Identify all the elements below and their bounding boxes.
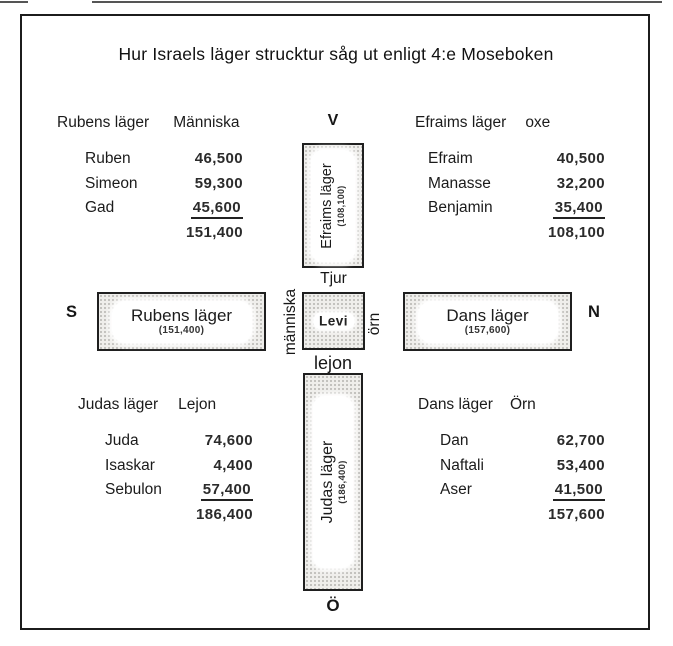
tribe-name: Naftali <box>440 456 484 474</box>
dans-camp-box <box>403 292 572 351</box>
tribe-row <box>78 432 253 457</box>
rubens-camp-box <box>97 292 266 351</box>
tribe-name: Isaskar <box>105 456 155 474</box>
total-row <box>57 224 243 249</box>
tribe-name: Dan <box>440 432 469 449</box>
efraims-camp-list <box>415 113 605 248</box>
scan-artifact <box>92 1 662 3</box>
camp-name: Dans läger <box>418 396 493 413</box>
camp-total: 108,100 <box>547 223 605 241</box>
camp-box-band <box>112 301 252 343</box>
camp-total: 186,400 <box>195 505 253 523</box>
camp-name: Rubens läger <box>57 114 150 131</box>
camp-box-total: (186,400) <box>336 460 348 504</box>
camp-symbol: Människa <box>173 114 240 131</box>
camp-total: 157,600 <box>547 505 605 523</box>
tribe-row <box>78 457 253 482</box>
tribe-name: Simeon <box>85 174 138 192</box>
camp-name: Efraims läger <box>415 114 507 131</box>
camp-box-total: (157,600) <box>464 325 511 336</box>
dans-camp-list <box>418 395 605 530</box>
tribe-count: 53,400 <box>556 456 605 474</box>
camp-list-header <box>78 395 253 415</box>
tribe-row <box>78 481 253 506</box>
tribe-name: Ruben <box>85 150 131 167</box>
diagram-title: Hur Israels läger strucktur såg ut enligt 4:e Moseboken <box>118 44 554 64</box>
tribe-count: 41,500 <box>553 481 605 501</box>
levi-center-box <box>302 292 365 350</box>
creature-label-eagle: örn <box>366 312 383 336</box>
camp-box-total: (151,400) <box>158 325 205 336</box>
tribe-name: Manasse <box>428 174 491 192</box>
creature-label-lion: lejon <box>313 353 353 373</box>
camp-list-header <box>415 113 605 133</box>
camp-box-band <box>418 301 558 343</box>
camp-box-band <box>313 396 353 568</box>
tribe-row <box>57 199 243 224</box>
tribe-row <box>57 175 243 200</box>
camp-box-label: Judas läger <box>318 440 336 524</box>
judas-camp-list <box>78 395 253 530</box>
camp-list-header <box>418 395 605 415</box>
tribe-count: 32,200 <box>556 174 605 192</box>
camp-box-label: Efraims läger <box>319 162 335 249</box>
tribe-name: Sebulon <box>105 481 162 498</box>
tribe-count: 62,700 <box>556 432 605 449</box>
tribe-row <box>415 175 605 200</box>
compass-north-n: N <box>588 303 600 321</box>
judas-camp-box <box>303 373 363 591</box>
creature-label-human: människa <box>282 288 299 356</box>
camp-box-label: Dans läger <box>446 306 529 325</box>
tribe-count: 4,400 <box>213 456 253 474</box>
levi-label: Levi <box>313 313 354 330</box>
total-row <box>78 506 253 531</box>
tribe-count: 45,600 <box>191 199 243 219</box>
camp-list-header <box>57 113 243 133</box>
rubens-camp-list <box>57 113 243 248</box>
camp-name: Judas läger <box>78 396 159 413</box>
tribe-row <box>418 481 605 506</box>
tribe-count: 74,600 <box>204 432 253 449</box>
tribe-name: Gad <box>85 199 115 216</box>
compass-south-s: S <box>66 303 78 321</box>
tribe-count: 46,500 <box>194 150 243 167</box>
tribe-row <box>415 150 605 175</box>
camp-box-total: (108,100) <box>336 184 346 227</box>
camp-symbol: oxe <box>525 114 551 131</box>
compass-west-v: V <box>327 112 339 129</box>
tribe-name: Efraim <box>428 150 473 167</box>
total-row <box>418 506 605 531</box>
tribe-row <box>418 432 605 457</box>
scan-artifact <box>0 1 28 3</box>
tribe-name: Juda <box>105 432 139 449</box>
camp-box-band <box>311 150 355 262</box>
camp-symbol: Lejon <box>178 396 217 413</box>
total-row <box>415 224 605 249</box>
tribe-row <box>418 457 605 482</box>
tribe-count: 57,400 <box>201 481 253 501</box>
efraims-camp-box <box>302 143 364 268</box>
tribe-count: 35,400 <box>553 199 605 219</box>
tribe-name: Benjamin <box>428 199 493 216</box>
compass-east-o: Ö <box>326 596 340 615</box>
tribe-row <box>415 199 605 224</box>
tribe-count: 59,300 <box>194 174 243 192</box>
camp-box-label: Rubens läger <box>130 306 233 325</box>
tribe-row <box>57 150 243 175</box>
creature-label-bull: Tjur <box>320 270 347 287</box>
tribe-count: 40,500 <box>556 150 605 167</box>
camp-total: 151,400 <box>185 223 243 241</box>
camp-symbol: Örn <box>509 396 536 413</box>
tribe-name: Aser <box>440 481 472 498</box>
